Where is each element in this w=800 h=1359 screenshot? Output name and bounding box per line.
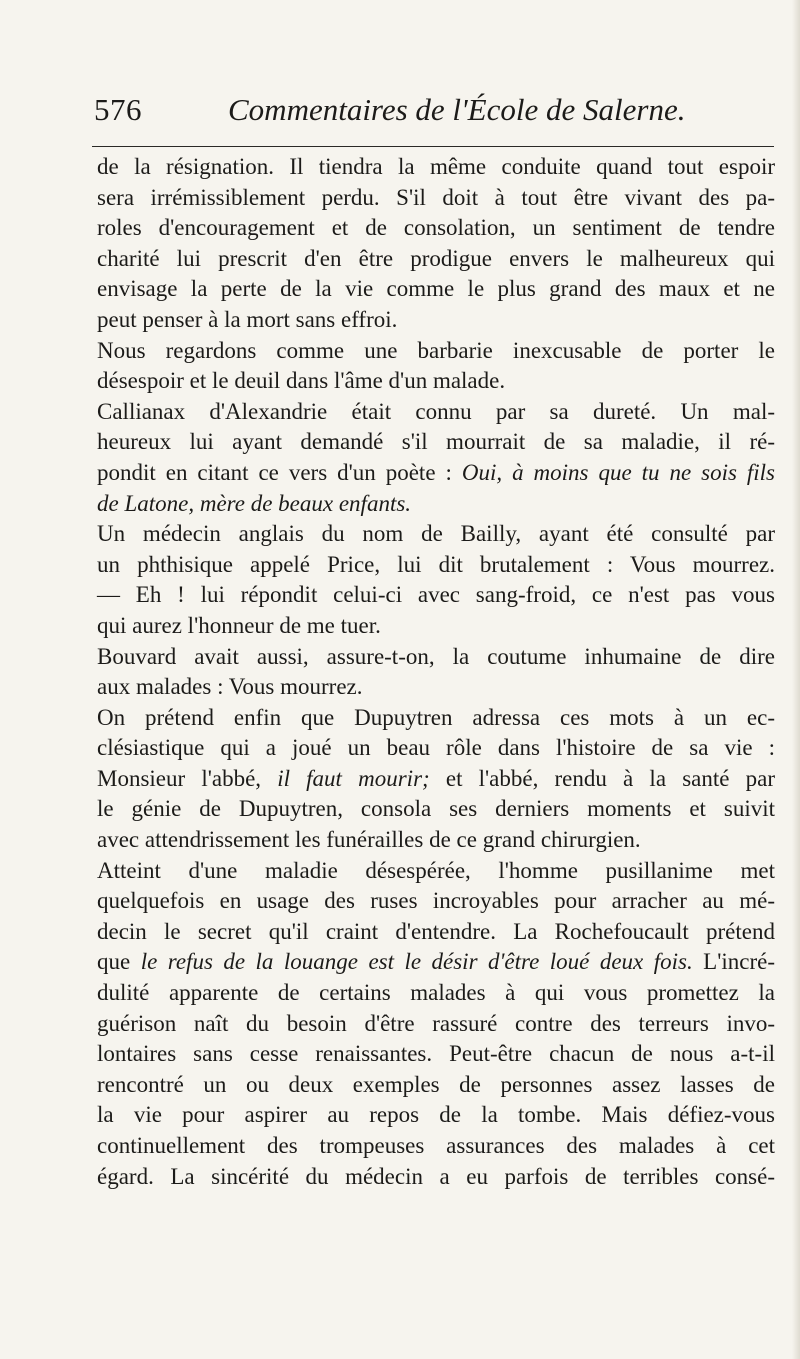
text-line bbox=[97, 458, 775, 489]
text-line-roman: heureux lui ayant demandé s'il mourrait de sa maladie, il ré- bbox=[97, 429, 775, 455]
text-line-roman: rencontré un ou deux exemples de personnes assez lasses de bbox=[97, 1071, 775, 1097]
text-line-roman: pondit en citant ce vers d'un poète : bbox=[97, 459, 462, 485]
text-line bbox=[97, 764, 775, 795]
text-line-italic: le refus de la louange est le désir d'être loué deux fois. bbox=[140, 949, 693, 975]
text-line bbox=[97, 336, 775, 367]
text-line bbox=[97, 183, 775, 214]
text-line-roman: un phthisique appelé Price, lui dit brutalement : Vous mourrez. bbox=[97, 551, 775, 577]
text-line-italic: de Latone, mère de beaux enfants. bbox=[97, 490, 412, 516]
text-line bbox=[97, 825, 775, 856]
text-line-roman: — Eh ! lui répondit celui-ci avec sang-froid, ce n'est pas vous bbox=[97, 582, 775, 608]
text-line-roman: que bbox=[97, 949, 141, 975]
text-line bbox=[97, 672, 775, 703]
text-line-roman-after: et l'abbé, rendu à la santé par bbox=[429, 765, 775, 791]
text-line-roman: envisage la perte de la vie comme le plus grand des maux et ne bbox=[97, 276, 775, 302]
text-line bbox=[97, 1100, 775, 1131]
text-line bbox=[97, 274, 775, 305]
text-line-roman: charité lui prescrit d'en être prodigue envers le malheureux qui bbox=[97, 245, 775, 271]
text-line bbox=[97, 519, 775, 550]
text-line bbox=[97, 703, 775, 734]
text-line-roman: roles d'encouragement et de consolation, un sentiment de tendre bbox=[97, 215, 775, 241]
text-line bbox=[97, 1039, 775, 1070]
text-line-roman: quelquefois en usage des ruses incroyables pour arracher au mé- bbox=[97, 888, 775, 914]
text-line-roman: le génie de Dupuytren, consola ses derniers moments et suivit bbox=[97, 796, 775, 822]
text-line-roman: avec attendrissement les funérailles de ce grand chirurgien. bbox=[97, 827, 641, 853]
text-line bbox=[97, 213, 775, 244]
text-line bbox=[97, 1162, 775, 1193]
text-line bbox=[97, 489, 775, 520]
text-line bbox=[97, 580, 775, 611]
text-line bbox=[97, 366, 775, 397]
text-line-roman: guérison naît du besoin d'être rassuré contre des terreurs invo- bbox=[97, 1010, 775, 1036]
text-line-roman: désespoir et le deuil dans l'âme d'un malade. bbox=[97, 368, 506, 394]
text-line-roman: de la résignation. Il tiendra la même conduite quand tout espoir bbox=[97, 154, 775, 179]
text-line-roman: dulité apparente de certains malades à qui vous promettez la bbox=[97, 980, 775, 1006]
text-line bbox=[97, 611, 775, 642]
text-line-roman: Monsieur l'abbé, bbox=[97, 765, 278, 791]
text-line-roman: Atteint d'une maladie désespérée, l'homme pusillanime met bbox=[97, 857, 775, 883]
text-line-roman-after: L'incré- bbox=[692, 949, 775, 975]
text-line bbox=[97, 550, 775, 581]
text-line bbox=[97, 1009, 775, 1040]
page-header bbox=[94, 92, 774, 140]
text-line bbox=[97, 947, 775, 978]
text-line-roman: aux malades : Vous mourrez. bbox=[97, 674, 363, 700]
text-line bbox=[97, 642, 775, 673]
text-line bbox=[97, 152, 775, 183]
text-line-roman: clésiastique qui a joué un beau rôle dans l'histoire de sa vie : bbox=[97, 735, 775, 761]
text-line-roman: qui aurez l'honneur de me tuer. bbox=[97, 612, 381, 638]
text-line bbox=[97, 1070, 775, 1101]
text-line bbox=[97, 978, 775, 1009]
text-line-italic: il faut mourir; bbox=[277, 765, 430, 791]
page-number: 576 bbox=[94, 92, 142, 127]
text-line bbox=[97, 856, 775, 887]
text-line-roman: Callianax d'Alexandrie était connu par sa dureté. Un mal- bbox=[97, 398, 775, 424]
text-line-roman: Bouvard avait aussi, assure-t-on, la coutume inhumaine de dire bbox=[97, 643, 775, 669]
text-line-italic: Oui, à moins que tu ne sois fils bbox=[461, 459, 776, 485]
text-line-roman: Nous regardons comme une barbarie inexcusable de porter le bbox=[97, 337, 775, 363]
text-line bbox=[97, 794, 775, 825]
header-rule bbox=[92, 146, 774, 147]
text-line-roman: Un médecin anglais du nom de Bailly, ayant été consulté par bbox=[97, 521, 775, 547]
text-line bbox=[97, 427, 775, 458]
text-line bbox=[97, 1131, 775, 1162]
text-line-roman: lontaires sans cesse renaissantes. Peut-être chacun de nous a-t-il bbox=[97, 1041, 775, 1067]
text-line bbox=[97, 733, 775, 764]
text-line-roman: égard. La sincérité du médecin a eu parfois de terribles consé- bbox=[97, 1163, 775, 1189]
text-line-roman: decin le secret qu'il craint d'entendre. La Rochefoucault prétend bbox=[97, 918, 775, 944]
text-line-roman: peut penser à la mort sans effroi. bbox=[97, 306, 398, 332]
running-title: Commentaires de l'École de Salerne. bbox=[228, 92, 686, 127]
text-line bbox=[97, 886, 775, 917]
text-line-roman: la vie pour aspirer au repos de la tombe. Mais défiez-vous bbox=[97, 1102, 775, 1128]
text-line-roman: sera irrémissiblement perdu. S'il doit à tout être vivant des pa- bbox=[97, 184, 775, 210]
text-line bbox=[97, 305, 775, 336]
text-line bbox=[97, 917, 775, 948]
page-edge-shadow bbox=[792, 0, 800, 1359]
text-line bbox=[97, 244, 775, 275]
text-line bbox=[97, 397, 775, 428]
body-text bbox=[97, 152, 775, 1192]
text-line-roman: On prétend enfin que Dupuytren adressa ces mots à un ec- bbox=[97, 704, 775, 730]
text-line-roman: continuellement des trompeuses assurances des malades à cet bbox=[97, 1133, 775, 1158]
